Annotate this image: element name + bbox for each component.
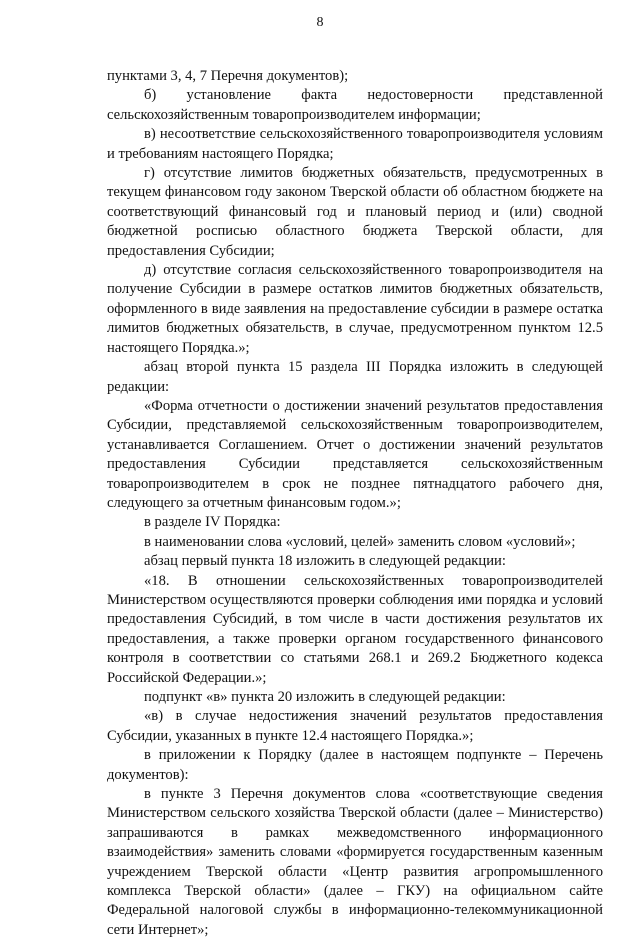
paragraph: г) отсутствие лимитов бюджетных обязательств, предусмотренных в текущем финансовом году законом Тверской области об областном бюджете на соответствующий финансовый год и плановый период и (или) сводной бюджетной росписью областного бюджета Тверской области, для предоставления Субсидии; bbox=[107, 165, 603, 259]
paragraph: «18. В отношении сельскохозяйственных товаропроизводителей Министерством осуществляются проверки соблюдения ими порядка и условий предоставления Субсидий, в том числе в части достижения результатов их предоставления, а также проверки органом государственного финансового контроля в соответствии со статьями 268.1 и 269.2 Бюджетного кодекса Российской Федерации.»; bbox=[107, 572, 603, 686]
paragraph: б) установление факта недостоверности представленной сельскохозяйственным товаропроизводителем информации; bbox=[107, 87, 603, 123]
paragraph: в) несоответствие сельскохозяйственного товаропроизводителя условиям и требованиям настоящего Порядка; bbox=[107, 126, 603, 162]
paragraph: д) отсутствие согласия сельскохозяйственного товаропроизводителя на получение Субсидии в размере остатков лимитов бюджетных обязательств, оформленного в виде заявления на предоставление субсидии в размере остатка лимитов бюджетных обязательств, в случае, предусмотренном пунктом 12.5 настоящего Порядка.»; bbox=[107, 262, 603, 356]
paragraph: «в) в случае недостижения значений результатов предоставления Субсидии, указанных в пункте 12.4 настоящего Порядка.»; bbox=[107, 708, 603, 744]
paragraph: абзац второй пункта 15 раздела III Порядка изложить в следующей редакции: bbox=[107, 359, 603, 395]
paragraph: абзац первый пункта 18 изложить в следующей редакции: bbox=[144, 553, 506, 570]
page-number: 8 bbox=[316, 15, 324, 30]
paragraph: в разделе IV Порядка: bbox=[144, 514, 281, 531]
paragraph: в пункте 3 Перечня документов слова «соответствующие сведения Министерством сельского хозяйства Тверской области (далее – Министерство) запрашиваются в рамках межведомственного информационного взаимодействия» заменить словами «формируется государственным казенным учреждением Тверской области «Центр развития агропромышленного комплекса Тверской области» (далее – ГКУ) на официальном сайте Федеральной налоговой службы в информационно-телекоммуникационной сети Интернет»; bbox=[107, 786, 603, 938]
paragraph: в приложении к Порядку (далее в настоящем подпункте – Перечень документов): bbox=[107, 747, 603, 783]
paragraph: в наименовании слова «условий, целей» заменить словом «условий»; bbox=[144, 533, 576, 550]
paragraph: подпункт «в» пункта 20 изложить в следующей редакции: bbox=[144, 689, 506, 705]
paragraph: пунктами 3, 4, 7 Перечня документов); bbox=[107, 68, 349, 84]
document-body bbox=[107, 67, 603, 940]
paragraph: «Форма отчетности о достижении значений результатов предоставления Субсидии, представляемой сельскохозяйственным товаропроизводителем, устанавливается Соглашением. Отчет о достижении значений результатов предоставления Субсидии представляется сельскохозяйственным товаропроизводителем в срок не позднее пятнадцатого рабочего дня, следующего за отчетным финансовым годом.»; bbox=[107, 397, 603, 511]
